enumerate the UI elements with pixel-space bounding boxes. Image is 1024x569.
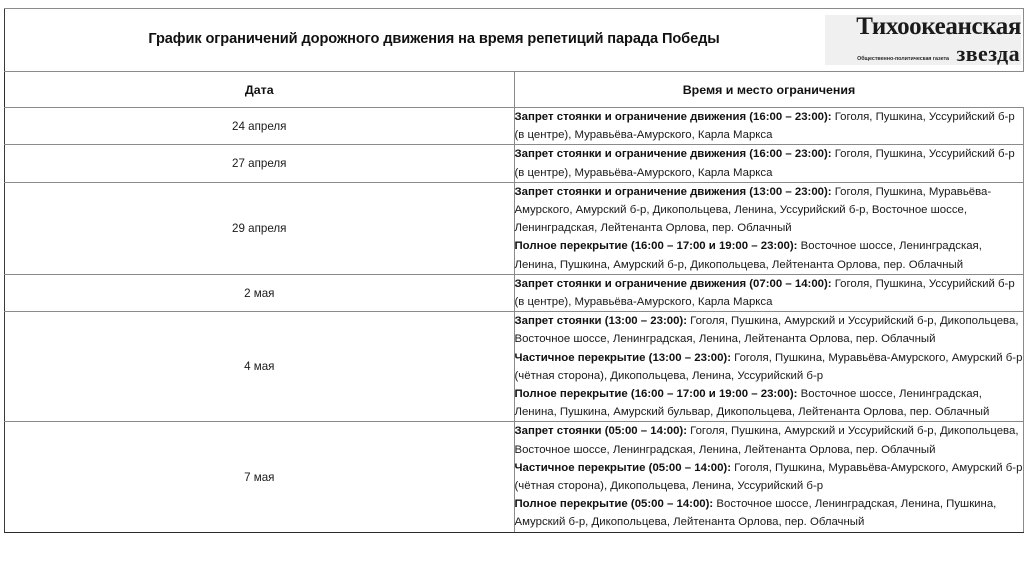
traffic-restriction-schedule-table [4, 8, 1024, 533]
table-row [5, 182, 1024, 274]
table-row [5, 274, 1024, 311]
cell-restrictions [514, 422, 1024, 532]
restriction-label: Запрет стоянки и ограничение движения (16:00 – 23:00): [514, 148, 832, 161]
cell-date: 7 мая [5, 422, 515, 532]
cell-date: 4 мая [5, 312, 515, 422]
restriction-label: Частичное перекрытие (05:00 – 14:00): [514, 461, 731, 474]
cell-date: 27 апреля [5, 145, 515, 182]
restriction-label: Запрет стоянки (05:00 – 14:00): [514, 425, 688, 438]
title-cell [5, 9, 1024, 72]
table-body [5, 9, 1024, 533]
column-header-date: Дата [5, 72, 515, 108]
logo-subtitle: Общественно-политическая газета [857, 56, 949, 62]
cell-restrictions [514, 312, 1024, 422]
restriction-places: Восточное шоссе, Ленинградская, Ленина, Пушкина, Амурский б-р, Дикопольцева, Лейтенанта Орлова, пер. Облачный [514, 498, 997, 529]
cell-date: 24 апреля [5, 108, 515, 145]
table-row [5, 422, 1024, 532]
restriction-entry [515, 145, 1024, 181]
cell-date: 2 мая [5, 274, 515, 311]
cell-restrictions [514, 182, 1024, 274]
cell-restrictions [514, 108, 1024, 145]
table-row [5, 108, 1024, 145]
restriction-entry [515, 459, 1024, 495]
restriction-label: Полное перекрытие (16:00 – 17:00 и 19:00 – 23:00): [514, 240, 798, 253]
newspaper-logo [825, 15, 1021, 65]
column-header-description: Время и место ограничения [514, 72, 1024, 108]
table-row [5, 145, 1024, 182]
restriction-places: Гоголя, Пушкина, Муравьёва-Амурского, Амурский б-р (чётная сторона), Дикопольцева, Ленина, Уссурийский б-р [514, 351, 1023, 382]
restriction-label: Запрет стоянки (13:00 – 23:00): [514, 315, 688, 328]
restriction-label: Запрет стоянки и ограничение движения (16:00 – 23:00): [514, 111, 832, 123]
restriction-places: Гоголя, Пушкина, Уссурийский б-р (в центре), Муравьёва-Амурского, Карла Маркса [514, 148, 1015, 179]
restriction-places: Восточное шоссе, Ленинградская, Ленина, Пушкина, Амурский бульвар, Дикопольцева, Лейтенанта Орлова, пер. Облачный [514, 388, 990, 419]
logo-title-line2: звезда [956, 41, 1020, 65]
restriction-places: Гоголя, Пушкина, Муравьёва-Амурского, Амурский б-р, Дикопольцева, Ленина, Уссурийский б-р, Восточное шоссе, Ленинградская, Лейтенанта Орлова, пер. Облачный [514, 185, 992, 235]
restriction-places: Восточное шоссе, Ленинградская, Ленина, Пушкина, Амурский б-р, Дикопольцева, Лейтенанта Орлова, пер. Облачный [514, 240, 982, 271]
restriction-entry [515, 312, 1024, 348]
restriction-places: Гоголя, Пушкина, Амурский и Уссурийский б-р, Дикопольцева, Восточное шоссе, Ленинградская, Ленина, Лейтенанта Орлова, пер. Облачный [514, 425, 1019, 456]
restriction-entry [515, 385, 1024, 421]
restriction-places: Гоголя, Пушкина, Амурский и Уссурийский б-р, Дикопольцева, Восточное шоссе, Ленинградская, Ленина, Лейтенанта Орлова, пер. Облачный [514, 315, 1019, 346]
restriction-places: Гоголя, Пушкина, Муравьёва-Амурского, Амурский б-р (чётная сторона), Дикопольцева, Ленина, Уссурийский б-р [514, 461, 1023, 493]
cell-date: 29 апреля [5, 182, 515, 274]
restriction-places: Гоголя, Пушкина, Уссурийский б-р (в центре), Муравьёва-Амурского, Карла Маркса [514, 111, 1015, 142]
restriction-label: Частичное перекрытие (13:00 – 23:00): [514, 351, 731, 364]
restriction-entry [515, 422, 1024, 458]
title-row [5, 9, 1024, 72]
cell-restrictions [514, 145, 1024, 182]
restriction-label: Запрет стоянки и ограничение движения (07:00 – 14:00): [514, 277, 832, 290]
cell-restrictions [514, 274, 1024, 311]
header-row [5, 72, 1024, 108]
restriction-entry [515, 237, 1024, 273]
restriction-label: Полное перекрытие (16:00 – 17:00 и 19:00 – 23:00): [514, 388, 798, 401]
table-row [5, 312, 1024, 422]
restriction-entry [515, 183, 1024, 238]
page-title: График ограничений дорожного движения на время репетиций парада Победы [148, 31, 720, 48]
restriction-label: Полное перекрытие (05:00 – 14:00): [514, 498, 714, 511]
restriction-entry [515, 349, 1024, 385]
restriction-entry [515, 275, 1024, 311]
restriction-label: Запрет стоянки и ограничение движения (13:00 – 23:00): [514, 185, 832, 198]
logo-title-line1: Тихоокеанская [856, 15, 1021, 40]
restriction-entry [515, 108, 1024, 144]
restriction-entry [515, 495, 1024, 531]
restriction-places: Гоголя, Пушкина, Уссурийский б-р (в центре), Муравьёва-Амурского, Карла Маркса [514, 277, 1015, 309]
